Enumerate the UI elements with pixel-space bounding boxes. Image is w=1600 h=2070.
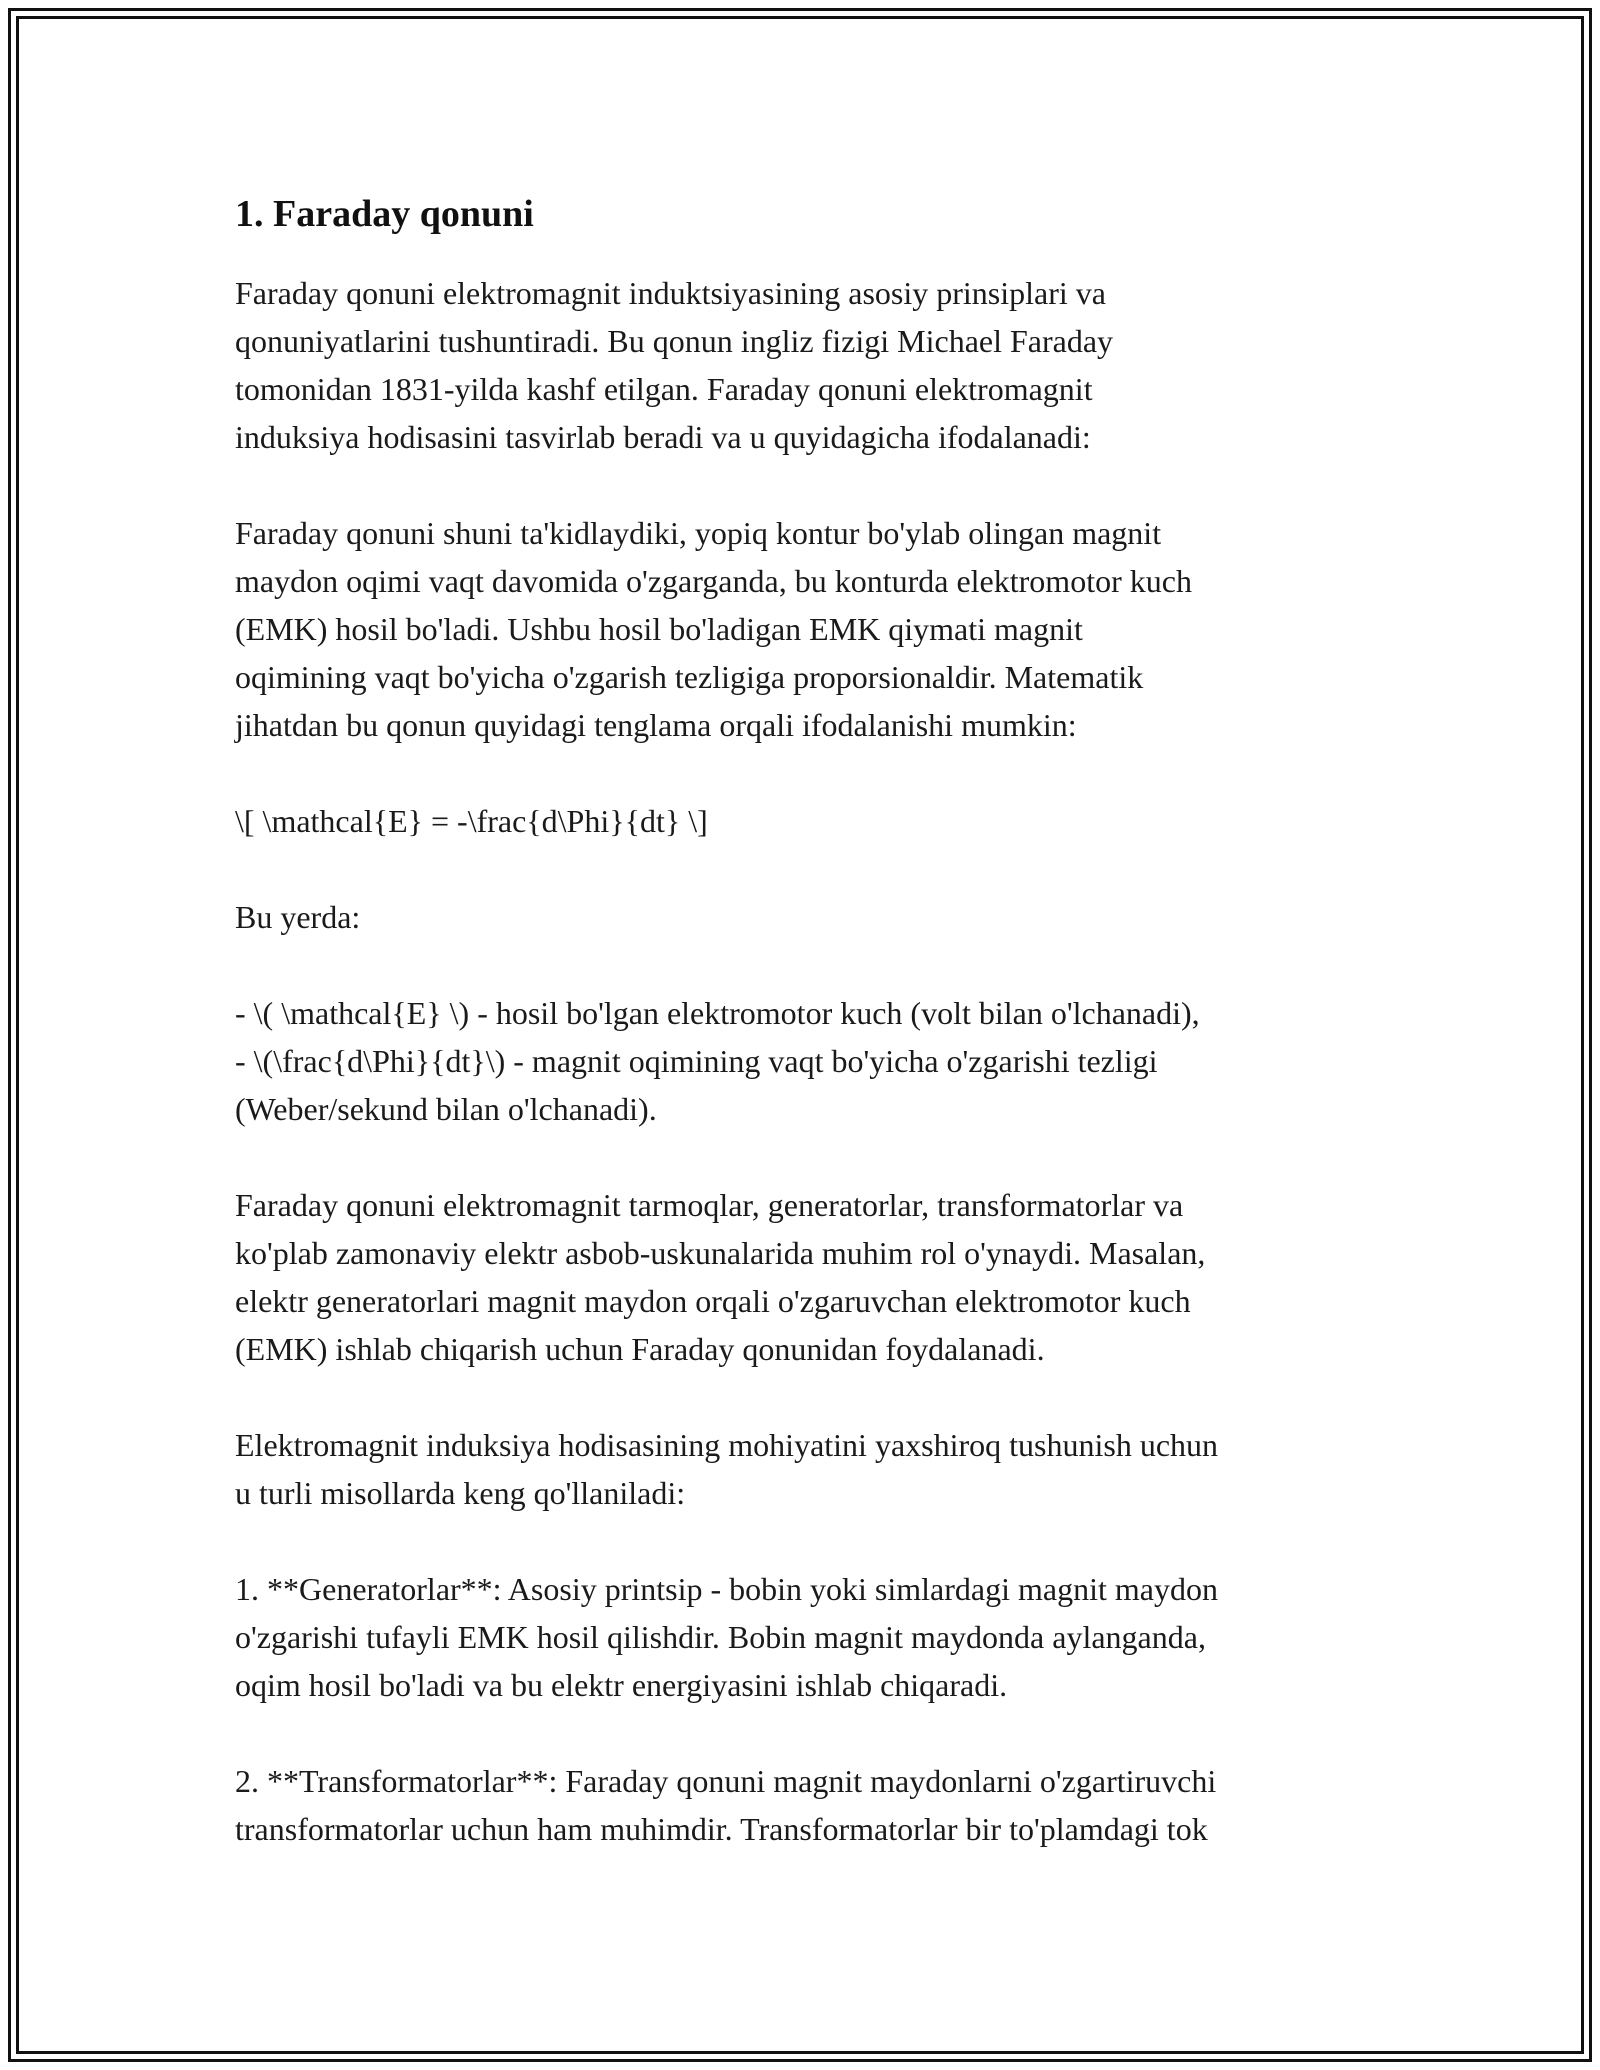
text-line: jihatdan bu qonun quyidagi tenglama orqali ifodalanishi mumkin:	[235, 707, 1077, 743]
text-line: u turli misollarda keng qo'llaniladi:	[235, 1475, 686, 1511]
law-statement-paragraph	[235, 509, 1385, 749]
text-line: induksiya hodisasini tasvirlab beradi va u quyidagicha ifodalanadi:	[235, 419, 1091, 455]
intro-paragraph	[235, 269, 1385, 461]
text-line: elektr generatorlari magnit maydon orqali o'zgaruvchan elektromotor kuch	[235, 1283, 1191, 1319]
text-line: maydon oqimi vaqt davomida o'zgarganda, bu konturda elektromotor kuch	[235, 563, 1192, 599]
text-line: Elektromagnit induksiya hodisasining mohiyatini yaxshiroq tushunish uchun	[235, 1427, 1219, 1463]
text-line: 1. **Generatorlar**: Asosiy printsip - bobin yoki simlardagi magnit maydon	[235, 1571, 1218, 1607]
text-line: o'zgarishi tufayli EMK hosil qilishdir. Bobin magnit maydonda aylanganda,	[235, 1619, 1206, 1655]
text-line: Faraday qonuni elektromagnit induktsiyasining asosiy prinsiplari va	[235, 275, 1106, 311]
generators-item	[235, 1565, 1385, 1709]
list-item: (Weber/sekund bilan o'lchanadi).	[235, 1091, 657, 1127]
where-label-paragraph	[235, 893, 1385, 941]
equation-line	[235, 797, 1385, 845]
text-line: transformatorlar uchun ham muhimdir. Transformatorlar bir to'plamdagi tok	[235, 1811, 1208, 1847]
equation-text: \[ \mathcal{E} = -\frac{d\Phi}{dt} \]	[235, 803, 708, 839]
text-line: (EMK) ishlab chiqarish uchun Faraday qonunidan foydalanadi.	[235, 1331, 1045, 1367]
section-heading: 1. Faraday qonuni	[235, 193, 534, 235]
text-line: ko'plab zamonaviy elektr asbob-uskunalarida muhim rol o'ynaydi. Masalan,	[235, 1235, 1206, 1271]
text-line: oqim hosil bo'ladi va bu elektr energiyasini ishlab chiqaradi.	[235, 1667, 1008, 1703]
text-line: Faraday qonuni elektromagnit tarmoqlar, generatorlar, transformatorlar va	[235, 1187, 1184, 1223]
text-line: Faraday qonuni shuni ta'kidlaydiki, yopiq kontur bo'ylab olingan magnit	[235, 515, 1162, 551]
text-line: oqimining vaqt bo'yicha o'zgarish tezligiga proporsionaldir. Matematik	[235, 659, 1144, 695]
applications-paragraph	[235, 1181, 1385, 1373]
examples-intro-paragraph	[235, 1421, 1385, 1517]
text-line: (EMK) hosil bo'ladi. Ushbu hosil bo'ladigan EMK qiymati magnit	[235, 611, 1083, 647]
text-line: Bu yerda:	[235, 899, 361, 935]
text-line: 2. **Transformatorlar**: Faraday qonuni magnit maydonlarni o'zgartiruvchi	[235, 1763, 1217, 1799]
list-item: - \( \mathcal{E} \) - hosil bo'lgan elektromotor kuch (volt bilan o'lchanadi),	[235, 995, 1200, 1031]
text-line: tomonidan 1831-yilda kashf etilgan. Faraday qonuni elektromagnit	[235, 371, 1093, 407]
transformers-item	[235, 1757, 1385, 1853]
definitions-list	[235, 989, 1385, 1133]
document-body	[235, 185, 1385, 1901]
list-item: - \(\frac{d\Phi}{dt}\) - magnit oqimining vaqt bo'yicha o'zgarishi tezligi	[235, 1043, 1158, 1079]
text-line: qonuniyatlarini tushuntiradi. Bu qonun ingliz fizigi Michael Faraday	[235, 323, 1114, 359]
